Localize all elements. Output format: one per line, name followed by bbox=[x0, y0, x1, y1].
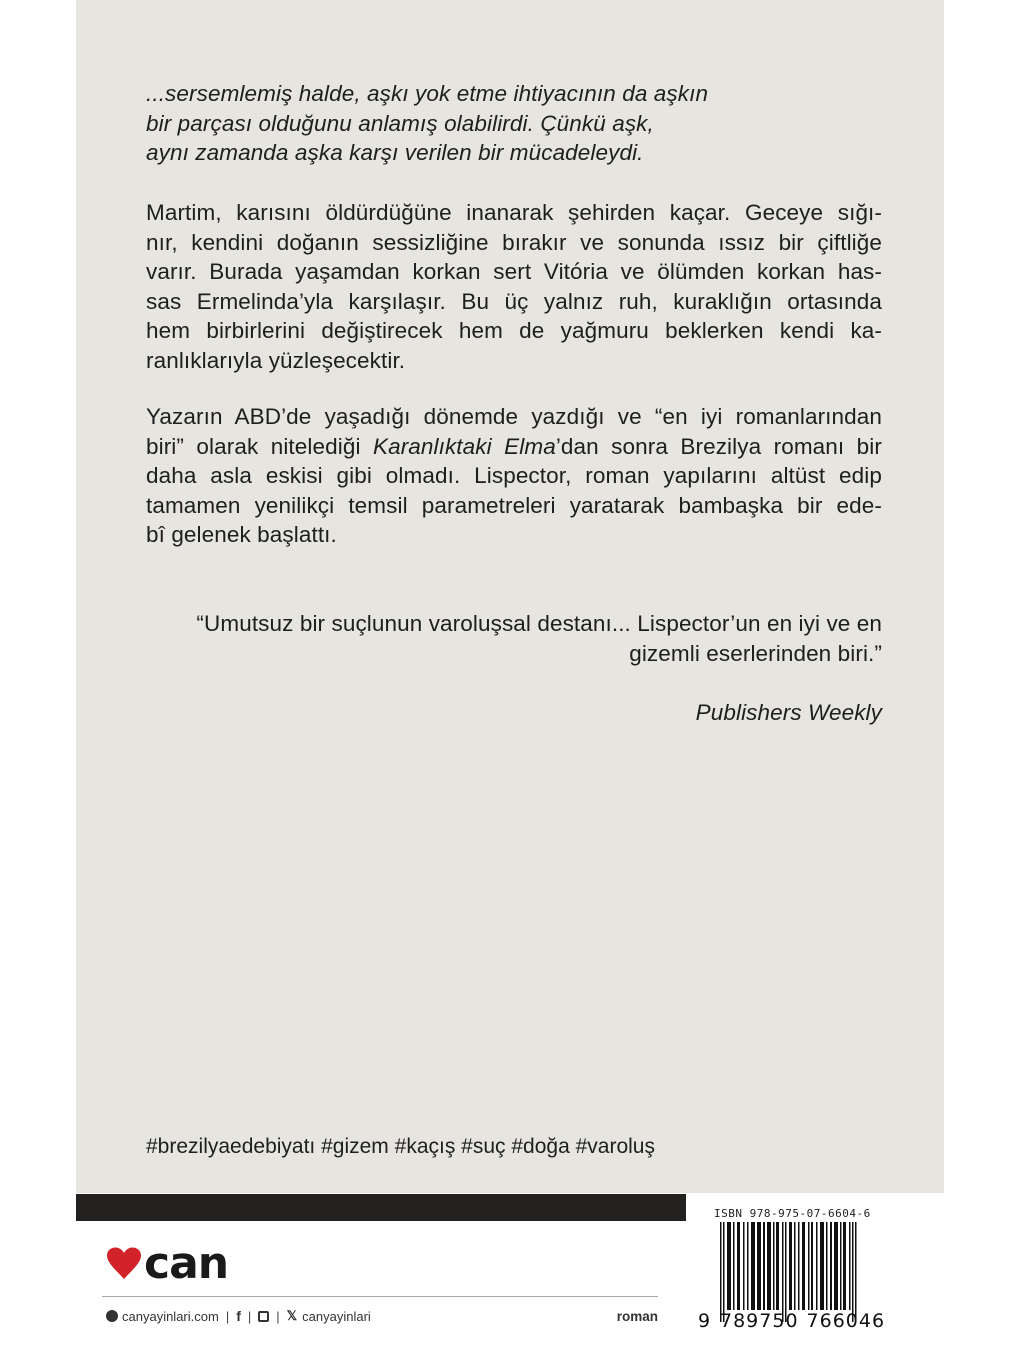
genre-label: roman bbox=[616, 1308, 658, 1324]
paragraph-line: nır, kendini doğanın sessizliğine bırakır ve sonunda ıssız bir çiftliğe bbox=[146, 229, 882, 255]
social-handle[interactable]: canyayinlari bbox=[302, 1308, 371, 1324]
x-icon[interactable]: 𝕏 bbox=[286, 1308, 298, 1323]
isbn-label: ISBN 978-975-07-6604-6 bbox=[714, 1207, 871, 1220]
paragraph-line: Martim, karısını öldürdüğüne inanarak şehirden kaçar. Geceye sığı- bbox=[146, 200, 882, 225]
separator: | bbox=[225, 1308, 230, 1324]
epigraph-line: ...sersemlemiş halde, aşkı yok etme ihtiyacının da aşkın bbox=[146, 81, 709, 106]
paragraph-line: daha asla eskisi gibi olmadı. Lispector, roman yapılarını altüst edip bbox=[146, 463, 882, 488]
instagram-icon[interactable] bbox=[258, 1311, 269, 1322]
paragraph-line: bî gelenek başlattı. bbox=[146, 522, 337, 547]
black-band bbox=[76, 1194, 686, 1221]
facebook-icon[interactable]: f bbox=[236, 1308, 241, 1324]
synopsis-paragraph bbox=[146, 198, 882, 375]
book-back-cover bbox=[76, 0, 944, 1360]
barcode-digits-left: 789750 bbox=[720, 1310, 799, 1332]
barcode-digits-right: 766046 bbox=[806, 1310, 886, 1332]
separator: | bbox=[247, 1308, 252, 1324]
black-band-diagonal bbox=[660, 1194, 684, 1221]
website-link[interactable]: canyayinlari.com bbox=[122, 1308, 219, 1324]
book-title-italic: Karanlıktaki Elma bbox=[372, 433, 556, 459]
barcode-digit-first: 9 bbox=[698, 1310, 711, 1332]
separator: | bbox=[276, 1308, 280, 1324]
epigraph-line: bir parçası olduğunu anlamış olabilirdi. Çünkü aşk, bbox=[146, 110, 654, 136]
paragraph-line: sas Ermelinda’yla karşılaşır. Bu üç yalnız ruh, kuraklığın ortasında bbox=[146, 288, 882, 314]
footer-divider bbox=[102, 1296, 658, 1297]
paragraph-line bbox=[146, 432, 882, 462]
quote-source: Publishers Weekly bbox=[695, 700, 882, 725]
barcode-digits bbox=[698, 1310, 888, 1332]
publisher-logo bbox=[106, 1238, 229, 1289]
paragraph-line: ranlıklarıyla yüzleşecektir. bbox=[146, 347, 406, 373]
epigraph-line: aynı zamanda aşka karşı verilen bir mücadeleydi. bbox=[146, 140, 644, 165]
text-panel bbox=[76, 0, 944, 1193]
epigraph bbox=[146, 79, 766, 168]
publisher-footer bbox=[106, 1307, 658, 1325]
author-paragraph bbox=[146, 402, 882, 550]
paragraph-line: Yazarın ABD’de yaşadığı dönemde yazdığı ve “en iyi romanlarından bbox=[146, 404, 882, 429]
review-quote bbox=[146, 609, 882, 668]
heart-icon bbox=[106, 1246, 142, 1282]
logo-wordmark: can bbox=[144, 1238, 229, 1289]
hashtags: #brezilyaedebiyatı #gizem #kaçış #suç #doğa #varoluş bbox=[146, 1135, 655, 1158]
paragraph-line: hem birbirlerini değiştirecek hem de yağmuru beklerken kendi ka- bbox=[146, 318, 882, 343]
globe-icon bbox=[106, 1310, 118, 1322]
paragraph-line: varır. Burada yaşamdan korkan sert Vitória ve ölümden korkan has- bbox=[146, 259, 882, 284]
text-segment: ’dan sonra Brezilya romanı bir bbox=[555, 433, 882, 459]
quote-line: “Umutsuz bir suçlunun varoluşsal destanı... Lispector’un en iyi ve en bbox=[196, 611, 882, 636]
text-segment: biri” olarak nitelediği bbox=[146, 433, 373, 459]
quote-line: gizemli eserlerinden biri.” bbox=[629, 640, 882, 666]
paragraph-line: tamamen yenilikçi temsil parametreleri yaratarak bambaşka bir ede- bbox=[146, 492, 882, 518]
